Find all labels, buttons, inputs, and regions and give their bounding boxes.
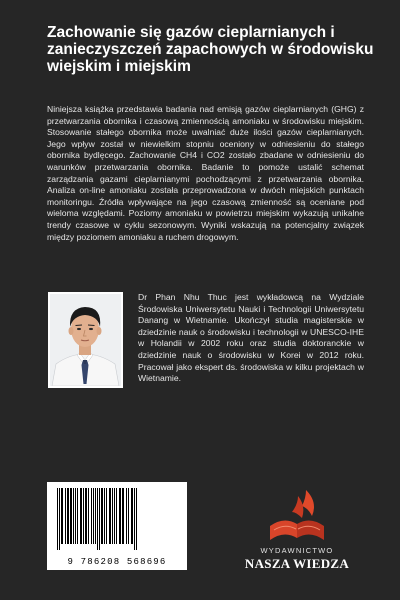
barcode-bar bbox=[85, 488, 87, 544]
barcode-bar bbox=[126, 488, 127, 544]
barcode-bar bbox=[114, 488, 115, 544]
barcode-bar bbox=[80, 488, 82, 544]
barcode-bar bbox=[122, 488, 124, 544]
barcode-bar bbox=[67, 488, 69, 544]
barcode-bars bbox=[47, 482, 187, 556]
barcode-bar bbox=[104, 488, 105, 544]
book-flame-icon bbox=[232, 486, 362, 544]
barcode-bar bbox=[99, 488, 100, 550]
barcode-bar bbox=[77, 488, 78, 544]
author-portrait-icon bbox=[50, 294, 121, 386]
barcode-bar bbox=[97, 488, 98, 550]
barcode-bar bbox=[101, 488, 103, 544]
barcode-bar bbox=[134, 488, 135, 550]
barcode-bar bbox=[106, 488, 107, 544]
barcode-bar bbox=[128, 488, 129, 544]
book-title: Zachowanie się gazów cieplarnianych i zanieczyszczeń zapachowych w środowisku wiejskim i miejskim bbox=[47, 24, 374, 75]
isbn-barcode bbox=[47, 482, 187, 570]
barcode-bar bbox=[109, 488, 111, 544]
author-bio: Dr Phan Nhu Thuc jest wykładowcą na Wydziale Środowiska Uniwersytetu Nauki i Technologii Uniwersytetu Danang w Wietnamie. Ukończył studia magisterskie w dziedzinie nauk o środowisku i technologii w UNESCO-IHE w Holandii w 2002 roku oraz studia doktoranckie w dziedzinie nauk o środowisku w Korei w 2012 roku. Pracował jako ekspert ds. środowiska w kilku projektach w Wietnamie. bbox=[138, 292, 364, 384]
barcode-bar bbox=[93, 488, 94, 544]
barcode-bar bbox=[88, 488, 89, 544]
barcode-bar bbox=[136, 488, 137, 550]
barcode-bar bbox=[131, 488, 133, 544]
barcode-bar bbox=[59, 488, 60, 550]
isbn-digits: 9 786208 568696 bbox=[67, 557, 167, 567]
barcode-bar bbox=[95, 488, 96, 544]
barcode-bar bbox=[75, 488, 76, 544]
barcode-bar bbox=[83, 488, 84, 544]
barcode-bar bbox=[116, 488, 117, 544]
publisher-block bbox=[232, 486, 362, 576]
author-photo bbox=[48, 292, 123, 388]
barcode-bar bbox=[73, 488, 74, 544]
book-blurb: Niniejsza książka przedstawia badania nad emisją gazów cieplarnianych (GHG) z przetwarzania obornika i czasową zmiennością amoniaku w środowisku miejskim. Stosowanie stałego obornika może uwalniać duże ilości gazów cieplarnianych. Jego wpływ został w niewielkim stopniu oceniony w odniesieniu do stałego obornika bydlęcego. Zachowanie CH4 i CO2 zostało zbadane w odniesieniu do warunków przetwarzania obornika. Badanie to pomoże ustalić schemat zarządzania gazami cieplarnianymi pochodzącymi z przetwarzania obornika. Analiza on-line amoniaku została przeprowadzona w dwóch miejskich punktach monitoringu. Źródła wpływające na jego czasową zmienność są oceniane pod wieloma względami. Poziomy amoniaku w powietrzu miejskim wykazują unikalne trendy czasowe w cyklu sezonowym. Wyniki wskazują na potencjalny związek między poziomem amoniaku a ruchem drogowym. bbox=[47, 104, 364, 242]
barcode-bar bbox=[70, 488, 72, 544]
publisher-name: NASZA WIEDZA bbox=[244, 556, 350, 571]
barcode-bar bbox=[61, 488, 63, 544]
barcode-bar bbox=[57, 488, 58, 550]
barcode-bar bbox=[65, 488, 66, 544]
barcode-bar bbox=[112, 488, 113, 544]
publisher-label: WYDAWNICTWO bbox=[260, 546, 334, 555]
barcode-bar bbox=[119, 488, 121, 544]
barcode-bar bbox=[91, 488, 92, 544]
